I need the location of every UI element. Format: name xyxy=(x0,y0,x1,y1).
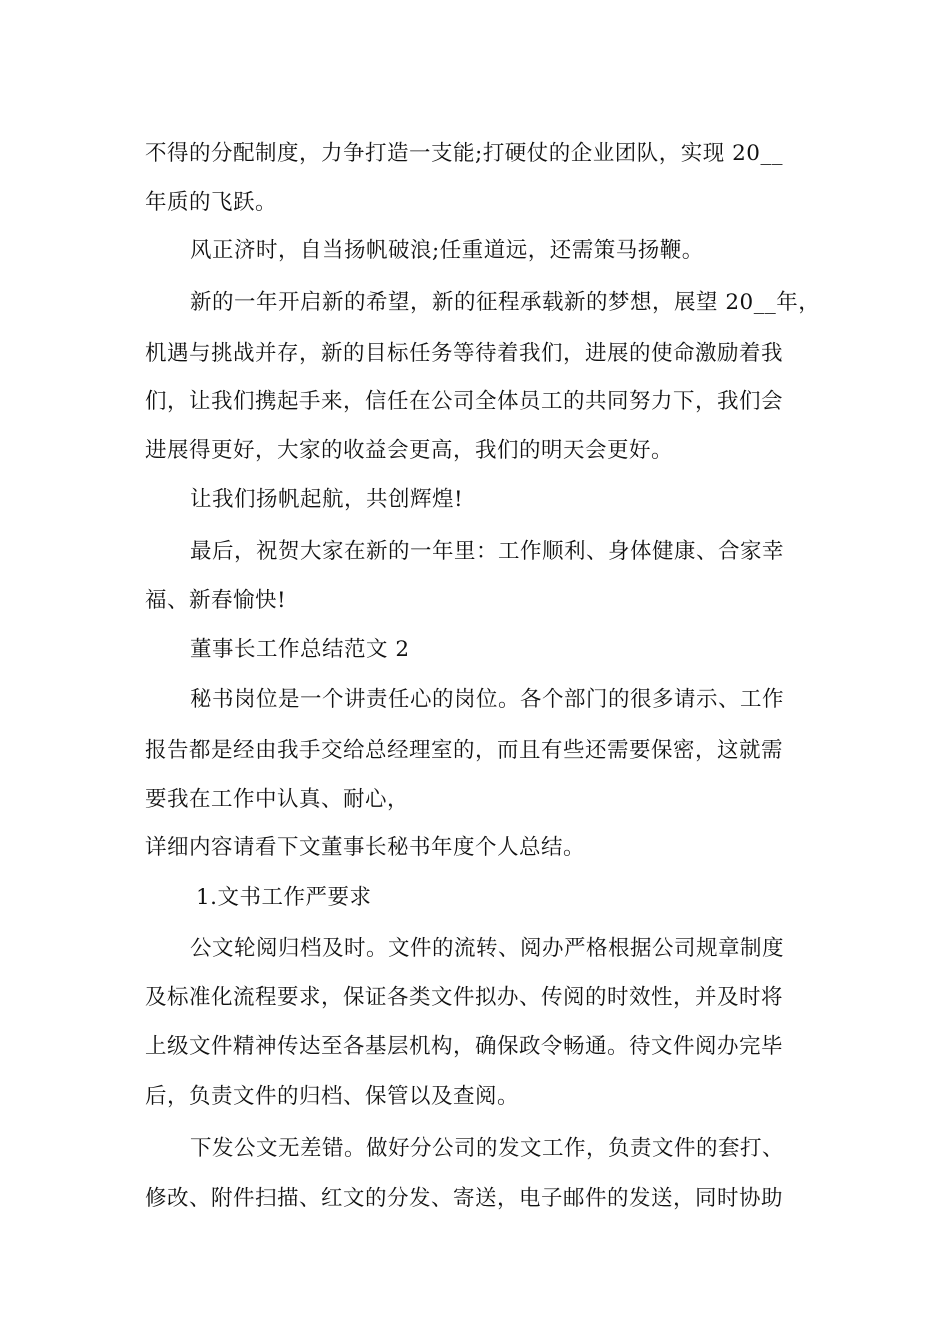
text-line: 下发公文无差错。做好分公司的发文工作，负责文件的套打、 xyxy=(190,1136,785,1161)
text-line: 进展得更好，大家的收益会更高，我们的明天会更好。 xyxy=(145,438,674,463)
text-line: 上级文件精神传达至各基层机构，确保政令畅通。待文件阅办完毕 xyxy=(145,1034,784,1059)
text-line: 详细内容请看下文董事长秘书年度个人总结。 xyxy=(145,835,586,860)
text-line: 最后，祝贺大家在新的一年里：工作顺利、身体健康、合家幸 xyxy=(190,539,785,564)
text-line: 不得的分配制度，力争打造一支能;打硬仗的企业团队，实现 20__ xyxy=(145,141,783,166)
text-line: 修改、附件扫描、红文的分发、寄送，电子邮件的发送，同时协助 xyxy=(145,1186,784,1211)
text-line: 机遇与挑战并存，新的目标任务等待着我们，进展的使命激励着我 xyxy=(145,341,784,366)
text-line: 年质的飞跃。 xyxy=(145,190,278,215)
text-line: 福、新春愉快! xyxy=(145,588,287,613)
text-line: 风正济时，自当扬帆破浪;任重道远，还需策马扬鞭。 xyxy=(190,238,704,263)
text-line: 要我在工作中认真、耐心， xyxy=(145,787,410,812)
text-line: 们，让我们携起手来，信任在公司全体员工的共同努力下，我们会 xyxy=(145,389,784,414)
text-line: 报告都是经由我手交给总经理室的，而且有些还需要保密，这就需 xyxy=(145,738,784,763)
subsection-heading: 1.文书工作严要求 xyxy=(196,885,372,910)
text-line: 公文轮阅归档及时。文件的流转、阅办严格根据公司规章制度 xyxy=(190,936,785,961)
text-line: 让我们扬帆起航，共创辉煌! xyxy=(190,487,464,512)
text-line: 及标准化流程要求，保证各类文件拟办、传阅的时效性，并及时将 xyxy=(145,985,784,1010)
text-line: 后，负责文件的归档、保管以及查阅。 xyxy=(145,1084,520,1109)
section-heading: 董事长工作总结范文 2 xyxy=(190,637,410,662)
text-line: 秘书岗位是一个讲责任心的岗位。各个部门的很多请示、工作 xyxy=(190,687,785,712)
text-line: 新的一年开启新的希望，新的征程承载新的梦想，展望 20__年， xyxy=(190,290,821,315)
